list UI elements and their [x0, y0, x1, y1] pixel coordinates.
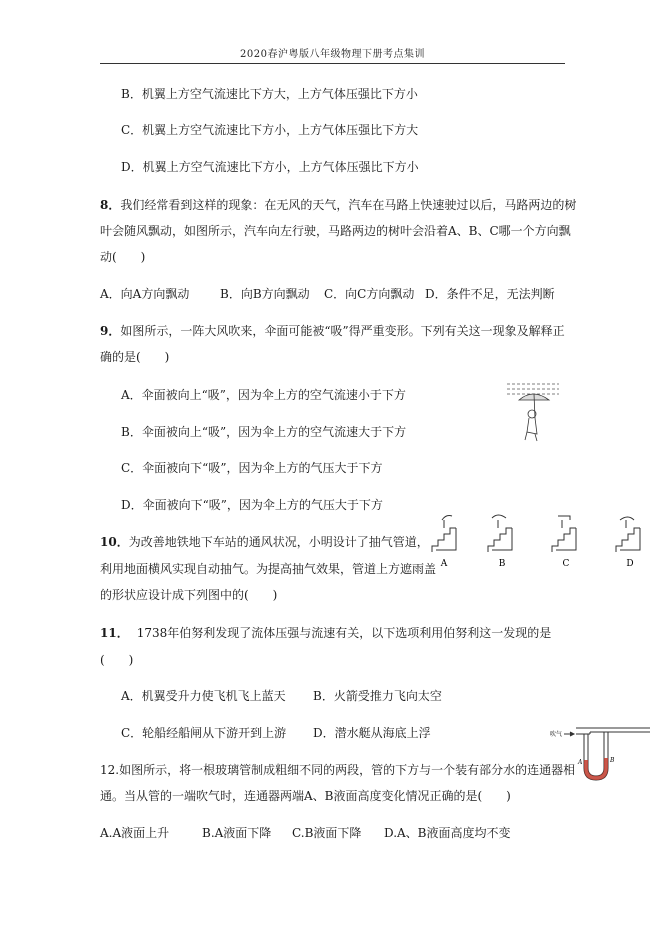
q10-number: 10．: [100, 535, 129, 549]
q11-options-row-2: [121, 725, 431, 741]
q12-option-c: C.B液面下降: [292, 826, 362, 840]
q8-line-3: 动( ): [100, 250, 146, 264]
page-header: 2020春沪粤版八年级物理下册考点集训: [240, 49, 425, 60]
q8-option-a: A．向A方向飘动: [100, 287, 190, 301]
q12-line-2: 通。当从管的一端吹气时，连通器两端A、B液面高度变化情况正确的是( ): [100, 789, 511, 803]
q7-option-b: B．机翼上方空气流速比下方大，上方气体压强比下方小: [121, 87, 418, 101]
q11-text-1: 1738年伯努利发现了流体压强与流速有关，以下选项利用伯努利这一发现的是: [136, 626, 552, 640]
q8-line-2: 叶会随风飘动，如图所示，汽车向左行驶，马路两边的树叶会沿着A、B、C哪一个方向飘: [100, 224, 571, 238]
q12-number: 12.: [100, 763, 120, 777]
q9-number: 9．: [100, 324, 121, 338]
tube-label-a: A: [578, 759, 583, 766]
q8-option-c: C．向C方向飘动: [324, 287, 415, 301]
q12-option-d: D.A、B液面高度均不变: [384, 826, 511, 840]
q9-line-1: [100, 323, 565, 339]
q12-options: [100, 825, 511, 841]
vent-label-b: B: [498, 559, 506, 569]
q8-options: [100, 286, 555, 302]
q11-line-1: [100, 625, 551, 641]
tube-label-b: B: [610, 757, 615, 764]
q11-number: 11．: [100, 626, 129, 640]
q9-line-2: 确的是( ): [100, 350, 170, 364]
q10-text-1: 为改善地铁地下车站的通风状况，小明设计了抽气管道，: [128, 535, 429, 549]
vent-label-d: D: [626, 559, 634, 569]
q9-text-1: 如图所示，一阵大风吹来，伞面可能被“吸”得严重变形。下列有关这一现象及解释正: [120, 324, 565, 338]
q8-text-1: 我们经常看到这样的现象：在无风的天气，汽车在马路上快速驶过以后，马路两边的树: [120, 198, 577, 212]
q12-line-1: [100, 762, 575, 778]
q8-option-b: B．向B方向飘动: [220, 287, 310, 301]
q12-option-b: B.A液面下降: [202, 826, 272, 840]
q7-option-c: C．机翼上方空气流速比下方小，上方气体压强比下方大: [121, 123, 419, 137]
q12-option-a: A.A液面上升: [100, 826, 170, 840]
q11-option-a: A．机翼受升力使飞机飞上蓝天: [121, 689, 286, 703]
q11-option-d: D．潜水艇从海底上浮: [313, 726, 431, 740]
blow-air-label: 吹气: [550, 731, 563, 738]
q7-option-d: D．机翼上方空气流速比下方小，上方气体压强比下方小: [121, 160, 419, 174]
q9-option-b: B．伞面被向上“吸”，因为伞上方的空气流速大于下方: [121, 425, 407, 439]
q9-option-d: D．伞面被向下“吸”，因为伞上方的气压大于下方: [121, 498, 383, 512]
q11-option-b: B．火箭受推力飞向太空: [313, 689, 442, 703]
q11-options-row-1: [121, 688, 442, 704]
vent-cover-figure: [430, 510, 655, 570]
q11-option-c: C．轮船经船闸从下游开到上游: [121, 726, 287, 740]
vent-label-c: C: [562, 559, 570, 569]
q10-line-2: 利用地面横风实现自动抽气。为提高抽气效果，管道上方遮雨盖: [100, 562, 437, 576]
q10-line-3: 的形状应设计成下列图中的( ): [100, 588, 278, 602]
vent-label-a: A: [440, 559, 448, 569]
q8-number: 8．: [100, 198, 121, 212]
q10-line-1: [100, 534, 429, 550]
header-divider: [100, 63, 565, 64]
q8-line-1: [100, 197, 576, 213]
water-fill: [584, 758, 608, 780]
q11-line-2: ( ): [100, 653, 134, 667]
q8-option-d: D．条件不足，无法判断: [425, 287, 555, 301]
q9-option-a: A．伞面被向上“吸”，因为伞上方的空气流速小于下方: [121, 388, 406, 402]
q12-text-1: 如图所示，将一根玻璃管制成粗细不同的两段，管的下方与一个装有部分水的连通器相: [119, 763, 576, 777]
q9-option-c: C．伞面被向下“吸”，因为伞上方的气压大于下方: [121, 461, 383, 475]
umbrella-wind-figure: [505, 374, 563, 444]
